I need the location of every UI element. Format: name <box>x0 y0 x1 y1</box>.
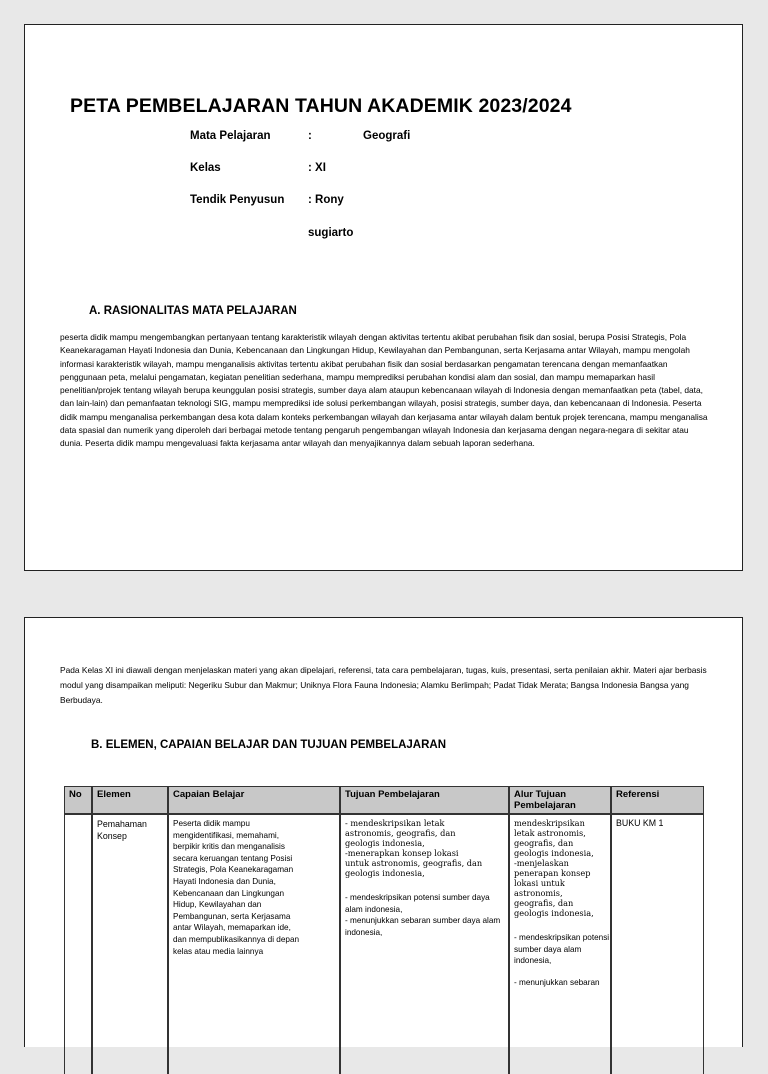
document-title: PETA PEMBELAJARAN TAHUN AKADEMIK 2023/2024 <box>70 95 572 117</box>
author-label: Tendik Penyusun <box>190 194 285 206</box>
document-page-1 <box>24 24 743 571</box>
alur-item-1: mendeskripsikan letak astronomis, geografis, dan geologis indonesia, <box>514 818 594 858</box>
cell-alur <box>509 814 611 1074</box>
cell-no <box>64 814 92 1074</box>
cell-referensi: BUKU KM 1 <box>611 814 704 1074</box>
subject-separator: : <box>308 130 312 142</box>
author-value: : Rony <box>308 194 344 206</box>
subject-value: Geografi <box>363 130 411 142</box>
subject-label: Mata Pelajaran <box>190 130 271 142</box>
header-capaian: Capaian Belajar <box>168 786 340 814</box>
alur-item-2: -menjelaskan penerapan konsep lokasi untuk astronomis, geografis, dan geologis indonesia, <box>514 858 594 918</box>
header-tujuan: Tujuan Pembelajaran <box>340 786 509 814</box>
author-value-continued: sugiarto <box>308 227 354 239</box>
intro-paragraph: Pada Kelas XI ini diawali dengan menjelaskan materi yang akan dipelajari, referensi, tata cara pembelajaran, tugas, kuis, presentasi, serta penilaian akhir. Materi ajar berbasis modul yang disampaikan meliputi: Negeriku Subur dan Makmur; Uniknya Flora Fauna Indonesia; Alamku Berlimpah; Padat Tidak Merata; Bangsa Indonesia Bangsa yang Berbudaya. <box>60 665 707 705</box>
tujuan-item-2: -menerapkan konsep lokasi untuk astronomis, geografis, dan geologis indonesia, <box>345 848 483 878</box>
header-no: No <box>64 786 92 814</box>
header-referensi: Referensi <box>611 786 704 814</box>
section-b-heading: B. ELEMEN, CAPAIAN BELAJAR DAN TUJUAN PEMBELAJARAN <box>91 739 447 751</box>
cell-tujuan <box>340 814 509 1074</box>
class-value: : XI <box>308 162 326 174</box>
cell-capaian <box>168 814 340 1074</box>
cell-elemen: Pemahaman Konsep <box>92 814 168 1074</box>
capaian-text: Peserta didik mampu mengidentifikasi, memahami, berpikir kritis dan menganalisis secara keruangan tentang Posisi Strategis, Pola Keanekaragaman Hayati Indonesia dan Dunia, Kebencanaan dan Lingkungan Hidup, Kewilayahan dan Pembangunan, serta Kerjasama antar Wilayah, memaparkan ide, dan mempublikasikannya di depan kelas atau media lainnya <box>173 819 300 956</box>
class-label: Kelas <box>190 162 221 174</box>
document-page-2 <box>24 617 743 1047</box>
tujuan-item-3: - mendeskripsikan potensi sumber daya alam indonesia, <box>345 893 490 914</box>
alur-item-4: - menunjukkan sebaran <box>514 977 600 987</box>
tujuan-item-1: - mendeskripsikan letak astronomis, geografis, dan geologis indonesia, <box>345 818 456 848</box>
alur-item-3: - mendeskripsikan potensi sumber daya alam indonesia, <box>514 933 610 966</box>
tujuan-item-4: - menunjukkan sebaran sumber daya alam indonesia, <box>345 916 501 937</box>
section-a-paragraph: peserta didik mampu mengembangkan pertanyaan tentang karakteristik wilayah dengan aktivitas tertentu akibat perubahan fisik dan sosial, berupa Posisi Strategis, Pola Keanekaragaman Hayati Indonesia dan Dunia, Kebencanaan dan Lingkungan Hidup, Kewilayahan dan Pembangunan, serta Kerjasama antar Wilayah, mampu mengolah informasi karakteristik wilayah, mampu menganalisis aktivitas tertentu akibat perubahan fisik dan sosial berdasarkan pengamatan terencana dengan memanfaatkan penggunaan peta, melalui pengamatan, kegiatan penelitian sederhana, mampu memprediksi perubahan kondisi alam dan sosial, dan mampu memaparkan hasil penelitian/projek tentang wilayah berupa keunggulan posisi strategis, sumber daya alam ataupun kebencanaan wilayah di Indonesia dengan memanfaatkan peta (tabel, data, dan lain-lain) dan pemanfaatan teknologi SIG, mampu memprediksi ide solusi perkembangan wilayah, posisi strategis, sumber daya, dan kebencanaan di Indonesia. Peserta didik mampu menganalisa perkembangan desa kota dalam konteks perkembangan wilayah dan kerjasama antar wilayah dalam bentuk projek terencana, mampu menganalisa data spasial dan numerik yang diperoleh dari berbagai metode tentang pengaruh pengembangan wilayah Indonesia dan kerjasama dengan negara-negara di sekitar atau dunia. Peserta didik mampu mengevaluasi fakta kerjasama antar wilayah dan menyajikannya dalam sebuah laporan sederhana. <box>60 332 708 449</box>
header-elemen: Elemen <box>92 786 168 814</box>
section-a-heading: A. RASIONALITAS MATA PELAJARAN <box>89 305 297 317</box>
header-alur: Alur Tujuan Pembelajaran <box>509 786 611 814</box>
